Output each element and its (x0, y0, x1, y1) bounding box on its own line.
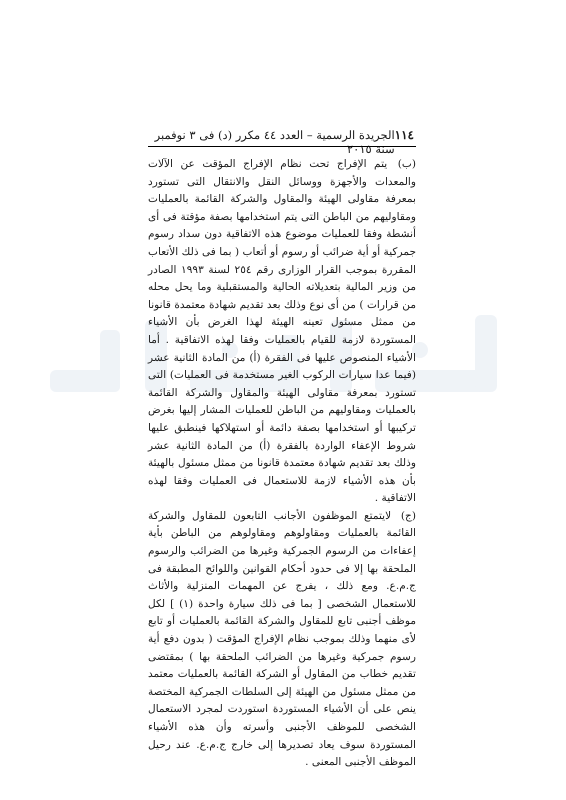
page-number: ١١٤ (394, 128, 414, 142)
clause-text: يتم الإفراج تحت نظام الإفراج المؤقت عن الآلات والمعدات والأجهزة ووسائل النقل والانتقال التى تستورد بمعرفة مقاولى الهيئة والمقاول والشركة القائمة بالعمليات ومقاوليهم من الباطن التى يتم استخدامها بصفة مؤقتة فى أى أنشطة وفقا للعمليات موضوع هذه الاتفاقية دون سداد رسوم جمركية أو أية ضرائب أو رسوم أو أتعاب ( بما فى ذلك الأتعاب المقررة بموجب القرار الوزارى رقم ٢٥٤ لسنة ١٩٩٣ الصادر من وزير المالية بتعديلاته الحالية والمستقبلية وما يحل محله من قرارات ) من أى نوع وذلك بعد تقديم شهادة معتمدة قانونا من ممثل مسئول تعينه الهيئة لهذا الغرض بأن الأشياء المستوردة لازمة للقيام بالعمليات وفقا لهذه الاتفاقية . أما الأشياء المنصوص عليها فى الفقرة (أ) من المادة الثانية عشر (فيما عدا سيارات الركوب الغير مستخدمة فى العمليات) التى تستورد بمعرفة مقاولى الهيئة والمقاول والشركة القائمة بالعمليات ومقاوليهم من الباطن للعمليات المشار إليها بغرض تركيبها أو استخدامها بصفة دائمة أو استهلاكها فينطبق عليها شروط الإعفاء الواردة بالفقرة (أ) من المادة الثانية عشر وذلك بعد تقديم شهادة معتمدة قانونا من ممثل مسئول بالهيئة بأن هذه الأشياء لازمة للاستعمال فى العمليات وفقا لهذه الاتفاقية . (148, 158, 416, 505)
clause-label: (ج) (400, 509, 416, 522)
clause-label: (ب) (397, 158, 416, 170)
page-header (150, 128, 414, 156)
clause-b (148, 156, 416, 508)
clause-c (148, 508, 416, 772)
clause-text: لايتمتع الموظفون الأجانب التابعون للمقاول والشركة القائمة بالعمليات ومقاولوهم ومقاولوهم من الباطن بأية إعفاءات من الرسوم الجمركية وغيرها من الضرائب والرسوم الملحقة بها إلا فى حدود أحكام القوانين واللوائح المطبقة فى ج.م.ع. ومع ذلك ، يفرج عن المهمات المنزلية والأثاث للاستعمال الشخصى [ بما فى ذلك سيارة واحدة (١) ] لكل موظف أجنبى تابع للمقاول والشركة القائمة بالعمليات أو تابع لأى منهما وذلك بموجب نظام الإفراج المؤقت ( بدون دفع أية رسوم جمركية وغيرها من الضرائب الملحقة بها ) بمقتضى تقديم خطاب من المقاول أو الشركة القائمة بالعمليات معتمد من ممثل مسئول من الهيئة إلى السلطات الجمركية المختصة ينص على أن الأشياء المستوردة استوردت لمجرد الاستعمال الشخصى للموظف الأجنبى وأسرته وأن هذه الأشياء المستوردة سوف يعاد تصديرها إلى خارج ج.م.ع. عند رحيل الموظف الأجنبى المعنى . (148, 509, 416, 769)
gazette-title: الجريدة الرسمية – العدد ٤٤ مكرر (د) فى ٣ نوفمبر سنة ٢٠١٥ (154, 128, 395, 156)
article-body (148, 156, 416, 772)
header-divider (148, 146, 416, 147)
